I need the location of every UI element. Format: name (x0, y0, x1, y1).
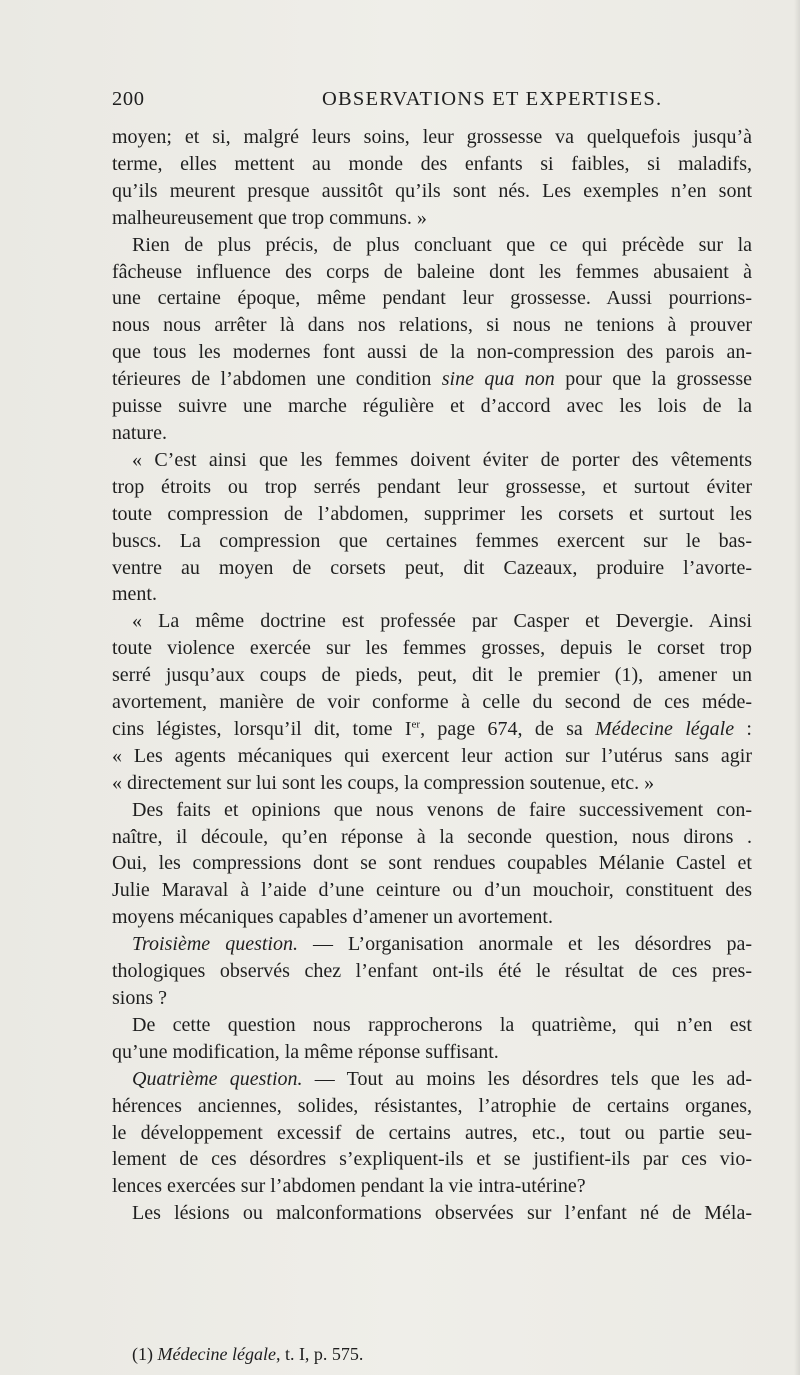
text-line: lement de ces désordres s’expliquent-ils et se justifient-ils par ces vio- (112, 1148, 752, 1171)
text-line: toute violence exercée sur les femmes grosses, depuis le corset trop (112, 637, 752, 660)
text-line: fâcheuse influence des corps de baleine dont les femmes abusaient à (112, 260, 752, 283)
text-line: Oui, les compressions dont se sont rendues coupables Mélanie Castel et (112, 852, 752, 875)
text-line: thologiques observés chez l’enfant ont-ils été le résultat de ces pres- (112, 960, 752, 983)
text-line: moyen; et si, malgré leurs soins, leur grossesse va quelquefois jusqu’à (112, 126, 752, 148)
text-line: ventre au moyen de corsets peut, dit Cazeaux, produire l’avorte- (112, 556, 752, 579)
text-line: le développement excessif de certains autres, etc., tout ou partie seu- (112, 1121, 752, 1144)
text-line: qu’ils meurent presque aussitôt qu’ils sont nés. Les exemples n’en sont (112, 179, 752, 202)
text-line: Des faits et opinions que nous venons de faire successivement con- (132, 798, 752, 821)
text-line: De cette question nous rapprocherons la quatrième, qui n’en est (132, 1013, 752, 1036)
text-line: hérences anciennes, solides, résistantes, l’atrophie de certains organes, (112, 1094, 752, 1117)
footnote-mark: (1) (132, 1344, 153, 1364)
text-run: pour que la grossesse (554, 368, 752, 391)
text-line: nous nous arrêter là dans nos relations, si nous ne tenions à prouver (112, 314, 752, 337)
text-run: cins légistes, lorsqu’il dit, tome I (112, 717, 412, 740)
text-line (112, 716, 752, 743)
header-title: OBSERVATIONS ET EXPERTISES. (322, 88, 663, 110)
text-line: qu’une modification, la même réponse suffisant. (112, 1040, 499, 1063)
text-line: puisse suivre une marche régulière et d’accord avec les lois de la (112, 395, 752, 418)
text-line: Rien de plus précis, de plus concluant que ce qui précède sur la (132, 233, 752, 256)
text-line: ment. (112, 583, 157, 606)
text-line (112, 366, 752, 393)
running-header (112, 88, 752, 114)
text-line: avortement, manière de voir conforme à celle du second de ces méde- (112, 691, 752, 714)
text-line: buscs. La compression que certaines femmes exercent sur le bas- (112, 529, 752, 552)
text-line: terme, elles mettent au monde des enfants si faibles, si maladifs, (112, 152, 752, 175)
footnote-reference: , t. I, p. 575. (275, 1344, 364, 1364)
page-edge-shadow (794, 0, 800, 1375)
book-title: Médecine légale (595, 717, 735, 740)
text-line: serré jusqu’aux coups de pieds, peut, dit le premier (1), amener un (112, 664, 752, 687)
footnote (132, 1344, 363, 1365)
section-heading: Troisième question. (132, 933, 298, 956)
text-run: — L’organisation anormale et les désordres pa- (297, 933, 752, 956)
text-line: « C’est ainsi que les femmes doivent éviter de porter des vêtements (132, 448, 752, 471)
text-line: Les lésions ou malconformations observées sur l’enfant né de Méla- (132, 1202, 752, 1225)
latin-phrase: sine qua non (441, 368, 555, 391)
text-run: — Tout au moins les désordres tels que les ad- (302, 1067, 752, 1090)
text-line: que tous les modernes font aussi de la non-compression des parois an- (112, 341, 752, 364)
text-line: trop étroits ou trop serrés pendant leur grossesse, et surtout éviter (112, 475, 752, 498)
body-text (112, 124, 752, 1227)
text-line: une certaine époque, même pendant leur grossesse. Aussi pourrions- (112, 287, 752, 310)
text-line: « directement sur lui sont les coups, la compression soutenue, etc. » (112, 771, 655, 794)
text-line: Julie Maraval à l’aide d’une ceinture ou d’un mouchoir, constituent des (112, 879, 752, 902)
superscript: er (411, 718, 421, 731)
text-line: malheureusement que trop communs. » (112, 206, 427, 229)
text-run: , page 674, de sa (420, 717, 596, 740)
text-line (112, 931, 752, 958)
section-heading: Quatrième question. (132, 1067, 303, 1090)
text-line: « Les agents mécaniques qui exercent leur action sur l’utérus sans agir (112, 744, 752, 767)
text-line: lences exercées sur l’abdomen pendant la vie intra-utérine? (112, 1175, 586, 1198)
text-run: térieures de l’abdomen une condition (112, 368, 442, 391)
footnote-title: Médecine légale (157, 1344, 276, 1364)
text-run: : (734, 717, 752, 740)
text-line: naître, il découle, qu’en réponse à la seconde question, nous dirons . (112, 825, 752, 848)
text-line: moyens mécaniques capables d’amener un avortement. (112, 906, 553, 929)
text-line (112, 1066, 752, 1093)
page-number: 200 (112, 88, 145, 110)
text-line: toute compression de l’abdomen, supprimer les corsets et surtout les (112, 502, 752, 525)
text-line: nature. (112, 421, 167, 444)
text-line: « La même doctrine est professée par Casper et Devergie. Ainsi (132, 610, 752, 633)
text-line: sions ? (112, 987, 167, 1009)
